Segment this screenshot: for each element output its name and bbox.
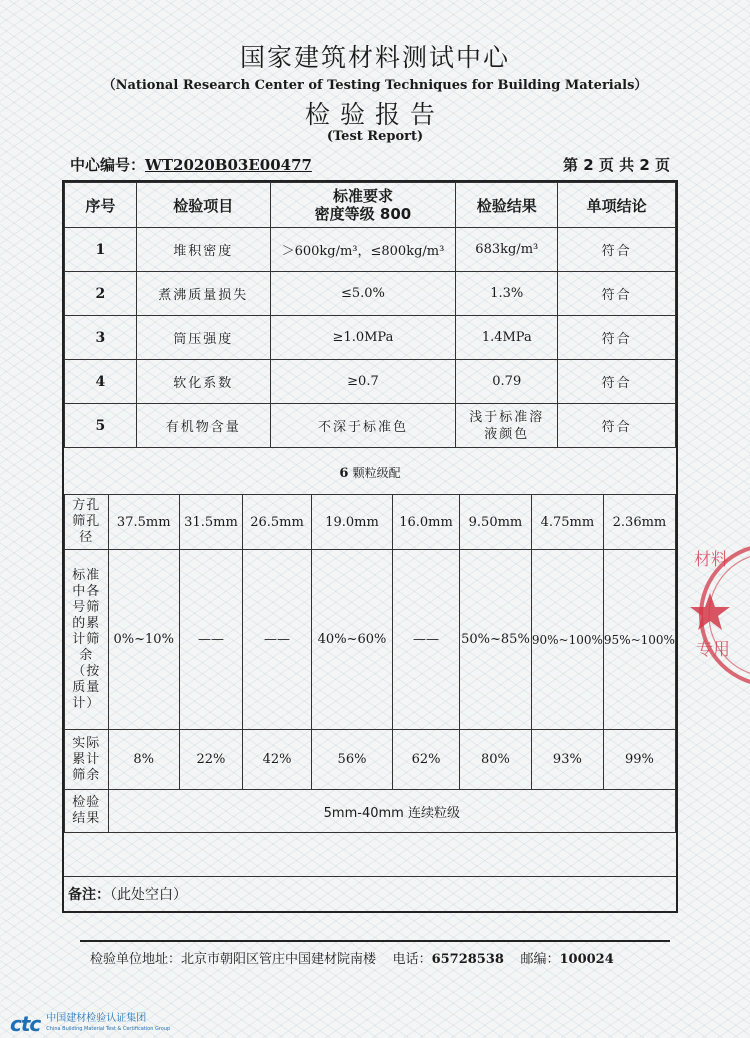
grading-title bbox=[64, 452, 676, 495]
footer bbox=[90, 948, 614, 967]
sieve-size: 2.36mm bbox=[603, 495, 675, 550]
remark-label: 备注： bbox=[68, 887, 110, 903]
row-result: 1.3% bbox=[456, 272, 558, 316]
conclusion-label: 检验结果 bbox=[65, 790, 109, 833]
row-verdict: 符合 bbox=[558, 272, 676, 316]
table-row bbox=[65, 228, 676, 272]
footer-divider bbox=[80, 940, 670, 942]
header-requirement bbox=[270, 183, 456, 228]
standard-value: —— bbox=[393, 550, 460, 730]
actual-value: 56% bbox=[311, 730, 392, 790]
center-number-value: WT2020B03E00477 bbox=[145, 156, 312, 174]
table-row bbox=[65, 360, 676, 404]
org-title-en: （National Research Center of Testing Techniques for Building Materials） bbox=[102, 78, 648, 93]
row-no: 1 bbox=[65, 228, 137, 272]
report-title-en: (Test Report) bbox=[326, 129, 424, 144]
sieve-size: 9.50mm bbox=[460, 495, 532, 550]
row-verdict: 符合 bbox=[558, 360, 676, 404]
row-item: 软化系数 bbox=[136, 360, 270, 404]
center-number-label: 中心编号： bbox=[70, 156, 146, 174]
header-no: 序号 bbox=[65, 183, 137, 228]
row-verdict: 符合 bbox=[558, 404, 676, 448]
sieve-size: 31.5mm bbox=[179, 495, 242, 550]
actual-row bbox=[65, 730, 676, 790]
actual-value: 80% bbox=[460, 730, 532, 790]
table-row bbox=[65, 404, 676, 448]
page-info: 第 2 页 共 2 页 bbox=[563, 156, 670, 174]
sieve-size: 4.75mm bbox=[531, 495, 603, 550]
seal-graphic bbox=[676, 535, 750, 695]
logo-name-en: China Building Material Test & Certification Group bbox=[46, 1026, 171, 1032]
row-requirement: ＞600kg/m³，≤800kg/m³ bbox=[270, 228, 456, 272]
standard-value: 0%~10% bbox=[108, 550, 179, 730]
sieve-size: 37.5mm bbox=[108, 495, 179, 550]
header-requirement-line2: 密度等级 800 bbox=[314, 205, 412, 223]
official-seal bbox=[676, 535, 750, 695]
phone-value: 65728538 bbox=[431, 952, 504, 967]
row-no: 5 bbox=[65, 404, 137, 448]
row-no: 2 bbox=[65, 272, 137, 316]
org-title-cn: 国家建筑材料测试中心 bbox=[239, 43, 510, 72]
row-no: 4 bbox=[65, 360, 137, 404]
table-header-row bbox=[65, 183, 676, 228]
standard-value: —— bbox=[243, 550, 312, 730]
logo-mark: ctc bbox=[10, 1012, 41, 1036]
standard-value: —— bbox=[179, 550, 242, 730]
header-result: 检验结果 bbox=[456, 183, 558, 228]
seal-text-bottom: 专用 bbox=[696, 640, 730, 660]
remark-text: （此处空白） bbox=[110, 887, 187, 903]
grading-table bbox=[64, 494, 676, 833]
report-title-cn: 检验报告 bbox=[304, 100, 445, 129]
sieve-size: 16.0mm bbox=[393, 495, 460, 550]
row-requirement: ≥0.7 bbox=[270, 360, 456, 404]
row-no: 3 bbox=[65, 316, 137, 360]
test-items-table bbox=[64, 182, 676, 448]
actual-value: 93% bbox=[531, 730, 603, 790]
row-result: 1.4MPa bbox=[456, 316, 558, 360]
actual-value: 22% bbox=[179, 730, 242, 790]
header-verdict: 单项结论 bbox=[558, 183, 676, 228]
table-row bbox=[65, 316, 676, 360]
grading-title-text: 颗粒级配 bbox=[352, 466, 401, 480]
sieve-row bbox=[65, 495, 676, 550]
report-table bbox=[62, 180, 678, 913]
row-requirement: ≥1.0MPa bbox=[270, 316, 456, 360]
row-verdict: 符合 bbox=[558, 228, 676, 272]
row-item: 筒压强度 bbox=[136, 316, 270, 360]
conclusion-row bbox=[65, 790, 676, 833]
zip-label: 邮编： bbox=[520, 952, 560, 967]
actual-value: 8% bbox=[108, 730, 179, 790]
header-requirement-line1: 标准要求 bbox=[332, 187, 393, 205]
standard-value: 90%~100% bbox=[531, 550, 603, 730]
standard-value: 40%~60% bbox=[311, 550, 392, 730]
actual-value: 42% bbox=[243, 730, 312, 790]
grading-title-no: 6 bbox=[339, 466, 349, 481]
row-item: 煮沸质量损失 bbox=[136, 272, 270, 316]
remark-row bbox=[64, 876, 676, 912]
row-requirement: 不深于标准色 bbox=[270, 404, 456, 448]
company-logo bbox=[10, 1012, 170, 1036]
actual-label: 实际累计筛余 bbox=[65, 730, 109, 790]
conclusion-value: 5mm-40mm 连续粒级 bbox=[108, 790, 675, 833]
row-verdict: 符合 bbox=[558, 316, 676, 360]
row-result: 0.79 bbox=[456, 360, 558, 404]
header-item: 检验项目 bbox=[136, 183, 270, 228]
row-result: 683kg/m³ bbox=[456, 228, 558, 272]
actual-value: 99% bbox=[603, 730, 675, 790]
actual-value: 62% bbox=[393, 730, 460, 790]
row-result: 浅于标准溶液颜色 bbox=[456, 404, 558, 448]
phone-label: 电话： bbox=[392, 952, 432, 967]
logo-text bbox=[46, 1013, 170, 1035]
row-requirement: ≤5.0% bbox=[270, 272, 456, 316]
sieve-label: 方孔筛孔径 bbox=[65, 495, 109, 550]
standard-value: 95%~100% bbox=[603, 550, 675, 730]
standard-value: 50%~85% bbox=[460, 550, 532, 730]
standard-label: 标准中各号筛的累计筛余（按质量计） bbox=[65, 550, 109, 730]
seal-text-top: 材料 bbox=[694, 550, 728, 570]
logo-name-cn: 中国建材检验认证集团 bbox=[46, 1013, 147, 1024]
address-label: 检验单位地址： bbox=[90, 952, 182, 967]
sieve-size: 19.0mm bbox=[311, 495, 392, 550]
row-item: 有机物含量 bbox=[136, 404, 270, 448]
row-item: 堆积密度 bbox=[136, 228, 270, 272]
table-row bbox=[65, 272, 676, 316]
sieve-size: 26.5mm bbox=[243, 495, 312, 550]
zip-value: 100024 bbox=[559, 952, 614, 967]
address-value: 北京市朝阳区管庄中国建材院南楼 bbox=[181, 952, 377, 967]
center-number bbox=[70, 154, 312, 175]
standard-row bbox=[65, 550, 676, 730]
